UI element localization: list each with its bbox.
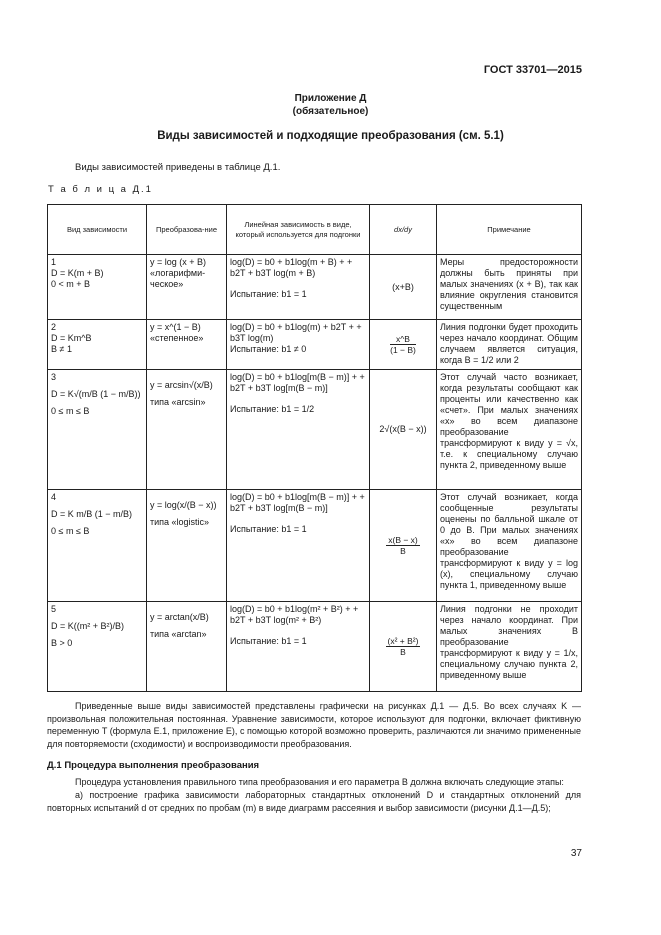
col-header: Примечание — [437, 205, 582, 255]
paragraph-step-a: а) построение графика зависимости лабораторных стандартных отклонений D и стандартных отклонений для повторных испытаний d от средних по пробам (m) в виде диаграмм рассеяния и выбор зависимости (рисунки Д.1—Д.5); — [47, 790, 581, 813]
col-header: Линейная зависимость в виде, который используется для подгонки — [227, 205, 370, 255]
standard-number: ГОСТ 33701—2015 — [483, 64, 582, 76]
table-header-row — [48, 205, 582, 255]
table-row — [48, 320, 582, 370]
table-label: Т а б л и ц а Д.1 — [48, 184, 153, 195]
dxdy-cell — [370, 602, 437, 692]
dxdy-fraction: $\frac{\text{(x² + B²)}}{B}$ — [387, 636, 419, 657]
dependency-cell: 5 D = K((m² + B²)/B) B > 0 — [48, 602, 147, 692]
transform-cell: y = arctan(x/B) типа «arctan» — [147, 602, 227, 692]
dependency-cell: 1 D = K(m + B) 0 < m + B — [48, 255, 147, 320]
table-row — [48, 370, 582, 490]
paragraph-procedure: Процедура установления правильного типа преобразования и его параметра B должна включать следующие этапы: — [75, 777, 564, 787]
col-header: dx/dy — [370, 205, 437, 255]
dxdy-fraction: $\frac{x\^{}B}{(1 - B)}$ — [390, 334, 416, 355]
transform-cell: y = x^(1 − B) «степенное» — [147, 320, 227, 370]
table-row — [48, 490, 582, 602]
linear-cell: log(D) = b0 + b1log(m) + b2T + + b3T log(m) Испытание: b1 ≠ 0 — [227, 320, 370, 370]
transform-cell: y = log (x + B) «логарифми-ческое» — [147, 255, 227, 320]
linear-cell: log(D) = b0 + b1log[m(B − m)] + + b2T + b3T log[m(B − m)] Испытание: b1 = 1 — [227, 490, 370, 602]
note-cell: Меры предосторожности должны быть приняты при малых значениях (x + B), так как влияние округления становится существенным — [437, 255, 582, 320]
col-header: Вид зависимости — [48, 205, 147, 255]
dxdy-cell: 2√(x(B − x)) — [370, 370, 437, 490]
dependency-cell: 3 D = K√(m/B (1 − m/B)) 0 ≤ m ≤ B — [48, 370, 147, 490]
appendix-subtitle: (обязательное) — [292, 106, 369, 117]
note-cell: Линия подгонки не проходит через начало координат. При малых значениях B преобразование трансформируют к виду y = 1/x, специальному случаю пункта 2, приведенному выше — [437, 602, 582, 692]
dxdy-cell — [370, 320, 437, 370]
note-cell: Этот случай часто возникает, когда результаты сообщают как проценты или качественно как «счет». При малых значениях «x» во всем диапазоне преобразование трансформируют к виду y = √x, т.е. к специальному случаю пункта 2, приведенному выше — [437, 370, 582, 490]
page-number: 37 — [570, 848, 582, 859]
table-row — [48, 255, 582, 320]
transform-cell: y = arcsin√(x/B) типа «arcsin» — [147, 370, 227, 490]
appendix-title: Приложение Д — [294, 93, 367, 104]
table-row — [48, 602, 582, 692]
linear-cell: log(D) = b0 + b1log(m + B) + + b2T + b3T log(m + B) Испытание: b1 = 1 — [227, 255, 370, 320]
linear-cell: log(D) = b0 + b1log(m² + B²) + + b2T + b3T log(m² + B²) Испытание: b1 = 1 — [227, 602, 370, 692]
paragraph-graphs: Приведенные выше виды зависимостей представлены графически на рисунках Д.1 — Д.5. Во всех случаях K — произвольная положительная постоянная. Уравнение зависимости, которое используют для подгонки, включает фиктивную переменную T (формула Е.1, приложение Е), с помощью которой возможно проверить, различаются ли значимо примененные для повторяемости (сходимости) и воспроизводимости преобразования. — [47, 701, 581, 749]
transform-cell: y = log(x/(B − x)) типа «logistic» — [147, 490, 227, 602]
subsection-heading: Д.1 Процедура выполнения преобразования — [47, 760, 260, 771]
note-cell: Линия подгонки будет проходить через начало координат. Общим случаем является ситуация, когда B = 1/2 или 2 — [437, 320, 582, 370]
col-header: Преобразова-ние — [147, 205, 227, 255]
linear-cell: log(D) = b0 + b1log[m(B − m)] + + b2T + b3T log[m(B − m)] Испытание: b1 = 1/2 — [227, 370, 370, 490]
dxdy-cell: (x+B) — [370, 255, 437, 320]
note-cell: Этот случай возникает, когда сообщенные результаты оценены по балльной шкале от 0 до B. При малых значениях «x» во всем диапазоне преобразование трансформируют к виду y = log (x), специальному случаю пункта 1, приведенному выше — [437, 490, 582, 602]
dxdy-cell — [370, 490, 437, 602]
dxdy-fraction: $\frac{x(B - x)}{B}$ — [388, 535, 418, 556]
dependency-cell: 4 D = K m/B (1 − m/B) 0 ≤ m ≤ B — [48, 490, 147, 602]
section-heading: Виды зависимостей и подходящие преобразования (см. 5.1) — [157, 130, 504, 142]
dependency-cell: 2 D = Km^B B ≠ 1 — [48, 320, 147, 370]
dependency-table — [47, 204, 582, 692]
intro-text: Виды зависимостей приведены в таблице Д.1. — [75, 162, 281, 173]
